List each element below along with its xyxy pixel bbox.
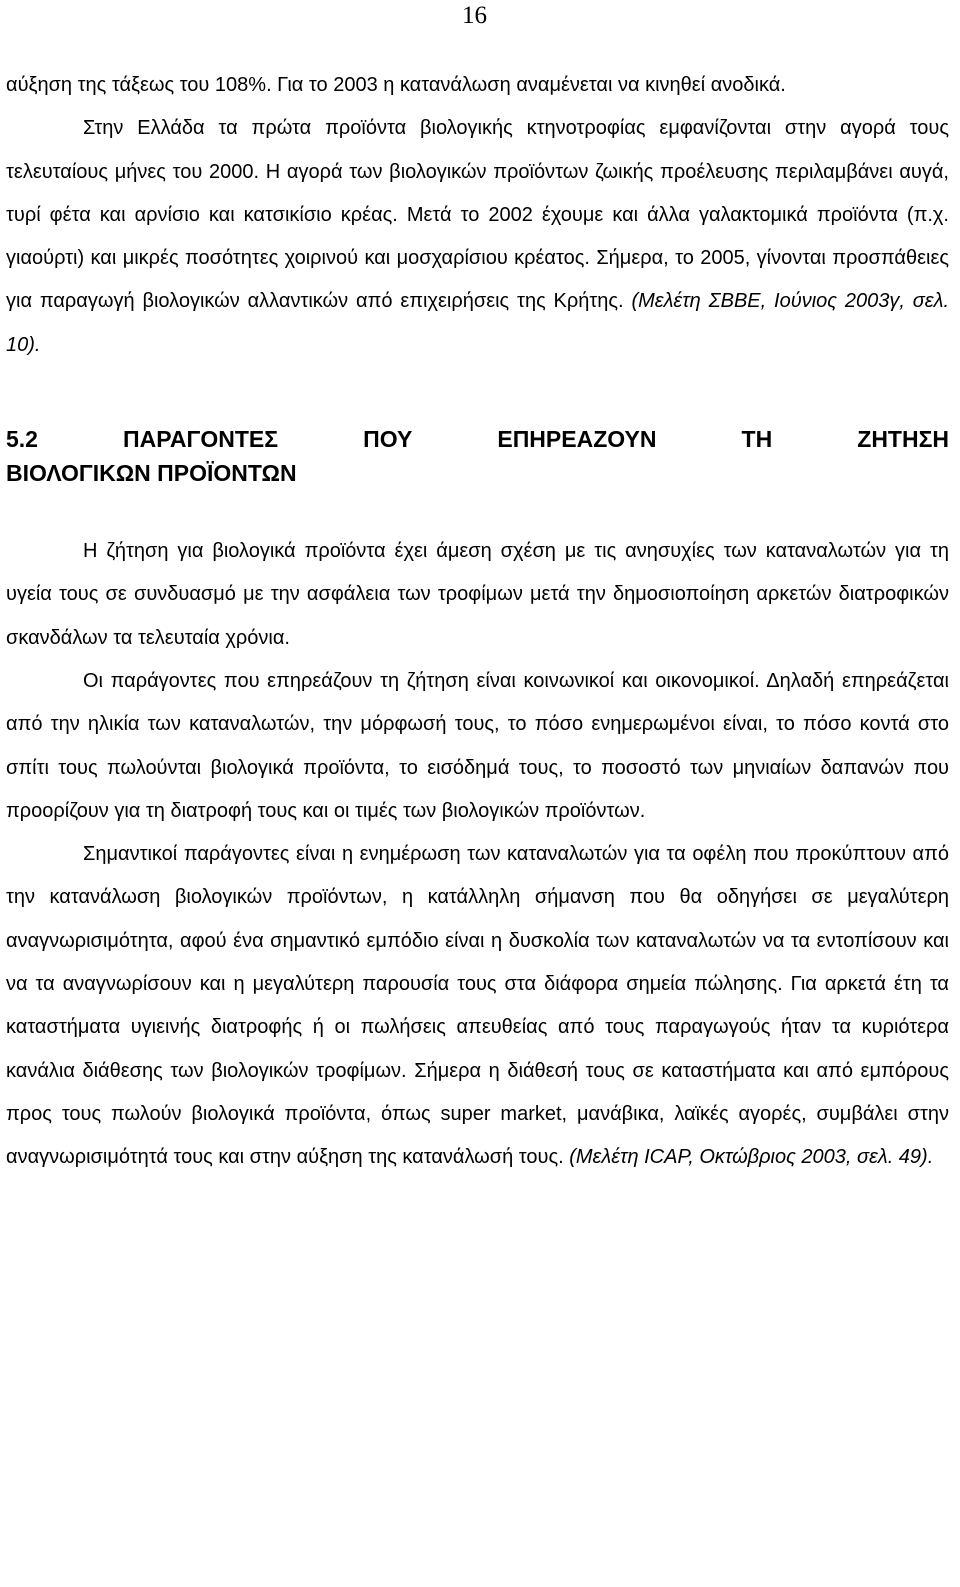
paragraph-greek-organic-livestock xyxy=(6,107,949,367)
page-number: 16 xyxy=(462,2,487,29)
page-content xyxy=(6,64,949,1180)
paragraph-demand-health: Η ζήτηση για βιολογικά προϊόντα έχει άμεση σχέση με τις ανησυχίες των καταναλωτών για τη υγεία τους σε συνδυασμό με την ασφάλεια των τροφίμων μετά την δημοσιοποίηση αρκετών διατροφικών σκανδάλων τα τελευταία χρόνια. xyxy=(6,540,949,649)
paragraph-text: Στην Ελλάδα τα πρώτα προϊόντα βιολογικής κτηνοτροφίας εμφανίζονται στην αγορά τους τελευταίους μήνες του 2000. Η αγορά των βιολογικών προϊόντων ζωικής προέλευσης περιλαμβάνει αυγά, τυρί φέτα και αρνίσιο και κατσικίσιο κρέας. Μετά το 2002 έχουμε και άλλα γαλακτομικά προϊόντα (π.χ. γιαούρτι) και μικρές ποσότητες χοιρινού και μοσχαρίσιου κρέατος. Σήμερα, το 2005, γίνονται προσπάθειες για παραγωγή βιολογικών αλλαντικών από επιχειρήσεις της Κρήτης. xyxy=(6,117,949,313)
paragraph-text: Σημαντικοί παράγοντες είναι η ενημέρωση των καταναλωτών για τα οφέλη που προκύπτουν από την κατανάλωση βιολογικών προϊόντων, η κατάλληλη σήμανση που θα οδηγήσει σε μεγαλύτερη αναγνωρισιμότητα, αφού ένα σημαντικό εμπόδιο είναι η δυσκολία των καταναλωτών να τα εντοπίσουν και να τα αναγνωρίσουν και η μεγαλύτερη παρουσία τους στα διάφορα σημεία πώλησης. Για αρκετά έτη τα καταστήματα υγιεινής διατροφής ή οι πωλήσεις απευθείας από τους παραγωγούς ήταν τα κυριότερα κανάλια διάθεσης των βιολογικών τροφίμων. Σήμερα η διάθεσή τους σε καταστήματα και από εμπόρους προς τους πωλούν βιολογικά προϊόντα, όπως super market, μανάβικα, λαϊκές αγορές, συμβάλει στην αναγνωρισιμότητά τους και στην αύξηση της κατανάλωσή τους. xyxy=(6,843,949,1169)
section-title-word: ΠΑΡΑΓΟΝΤΕΣ xyxy=(123,426,279,453)
section-heading-line-2: ΒΙΟΛΟΓΙΚΩΝ ΠΡΟΪΟΝΤΩΝ xyxy=(6,460,297,487)
paragraph-important-factors xyxy=(6,833,949,1179)
section-title-word: ΖΗΤΗΣΗ xyxy=(857,426,949,453)
paragraph-consumption-growth: αύξηση της τάξεως του 108%. Για το 2003 η κατανάλωση αναμένεται να κινηθεί ανοδικά. xyxy=(6,74,786,96)
section-title-word: ΤΗ xyxy=(741,426,773,453)
paragraph-demand-factors: Οι παράγοντες που επηρεάζουν τη ζήτηση είναι κοινωνικοί και οικονομικοί. Δηλαδή επηρεάζεται από την ηλικία των καταναλωτών, την μόρφωσή τους, το πόσο ενημερωμένοι είναι, το πόσο κοντά στο σπίτι τους πωλούνται βιολογικά προϊόντα, το εισόδημά τους, το ποσοστό των μηνιαίων δαπανών που προορίζουν για τη διατροφή τους και οι τιμές των βιολογικών προϊόντων. xyxy=(6,669,949,822)
citation-icap: (Μελέτη ICAP, Οκτώβριος 2003, σελ. 49). xyxy=(569,1146,934,1169)
section-number: 5.2 xyxy=(6,426,38,453)
section-heading-line-1 xyxy=(6,422,949,456)
citation-sbbe: (Μελέτη ΣΒΒΕ, Ιούνιος 2003γ, σελ. 10). xyxy=(6,290,949,356)
section-title-word: ΕΠΗΡΕΑΖΟΥΝ xyxy=(497,426,657,453)
section-title-word: ΠΟΥ xyxy=(363,426,413,453)
section-heading xyxy=(6,422,949,490)
